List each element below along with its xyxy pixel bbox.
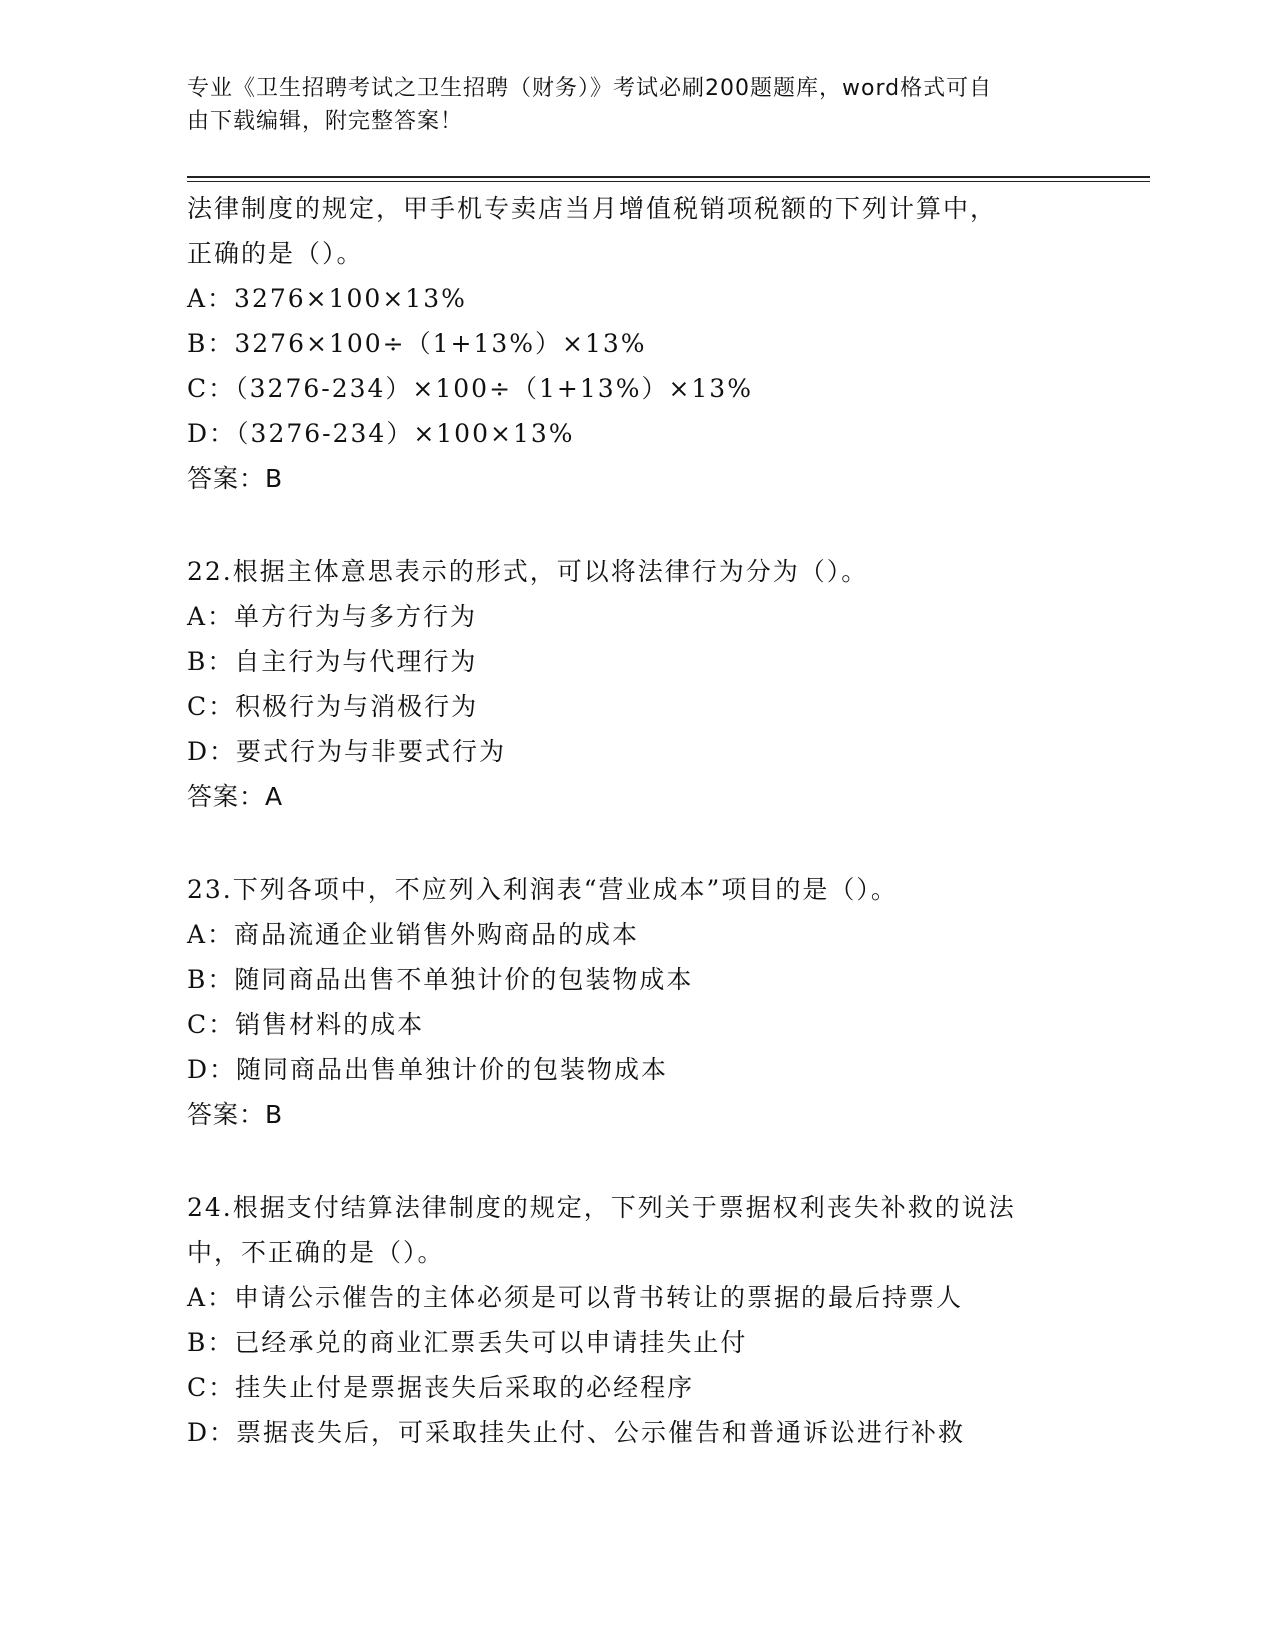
option-a: A：申请公示催告的主体必须是可以背书转让的票据的最后持票人: [187, 1283, 964, 1312]
option-a: A：3276×100×13%: [187, 284, 467, 313]
question-stem-line: 法律制度的规定，甲手机专卖店当月增值税销项税额的下列计算中，: [187, 194, 998, 223]
option-d: D：要式行为与非要式行为: [187, 737, 507, 766]
question-continued: [187, 186, 1087, 501]
option-c: C：（3276-234）×100÷（1+13%）×13%: [187, 374, 753, 403]
answer-line: 答案：B: [187, 1100, 284, 1129]
header-divider-thin: [187, 181, 1150, 182]
question-stem-line: 中，不正确的是（）。: [187, 1238, 445, 1267]
document-header: [187, 72, 1077, 138]
option-b: B：随同商品出售不单独计价的包装物成本: [187, 965, 694, 994]
header-divider-thick: [187, 176, 1150, 178]
header-title-line-2: 由下载编辑，附完整答案！: [187, 109, 464, 134]
question-stem-line: 23.下列各项中，不应列入利润表“营业成本”项目的是（）。: [187, 875, 898, 904]
question-stem-line: 正确的是（）。: [187, 239, 364, 268]
header-title-line-1: 专业《卫生招聘考试之卫生招聘（财务）》考试必刷200题题库，word格式可自: [187, 76, 993, 101]
option-d: D：随同商品出售单独计价的包装物成本: [187, 1055, 669, 1084]
question-24: [187, 1185, 1087, 1455]
question-22: [187, 549, 1087, 819]
option-b: B：自主行为与代理行为: [187, 647, 478, 676]
question-list: [187, 186, 1087, 1455]
option-b: B：3276×100÷（1+13%）×13%: [187, 329, 647, 358]
option-c: C：挂失止付是票据丧失后采取的必经程序: [187, 1373, 695, 1402]
option-c: C：积极行为与消极行为: [187, 692, 479, 721]
option-c: C：销售材料的成本: [187, 1010, 425, 1039]
answer-line: 答案：B: [187, 464, 284, 493]
option-a: A：商品流通企业销售外购商品的成本: [187, 920, 640, 949]
answer-line: 答案：A: [187, 782, 284, 811]
option-a: A：单方行为与多方行为: [187, 602, 478, 631]
question-stem-line: 24.根据支付结算法律制度的规定，下列关于票据权利丧失补救的说法: [187, 1193, 1016, 1222]
option-b: B：已经承兑的商业汇票丢失可以申请挂失止付: [187, 1328, 748, 1357]
question-stem-line: 22.根据主体意思表示的形式，可以将法律行为分为（）。: [187, 557, 869, 586]
option-d: D：票据丧失后，可采取挂失止付、公示催告和普通诉讼进行补救: [187, 1418, 966, 1447]
option-d: D：（3276-234）×100×13%: [187, 419, 575, 448]
question-23: [187, 867, 1087, 1137]
